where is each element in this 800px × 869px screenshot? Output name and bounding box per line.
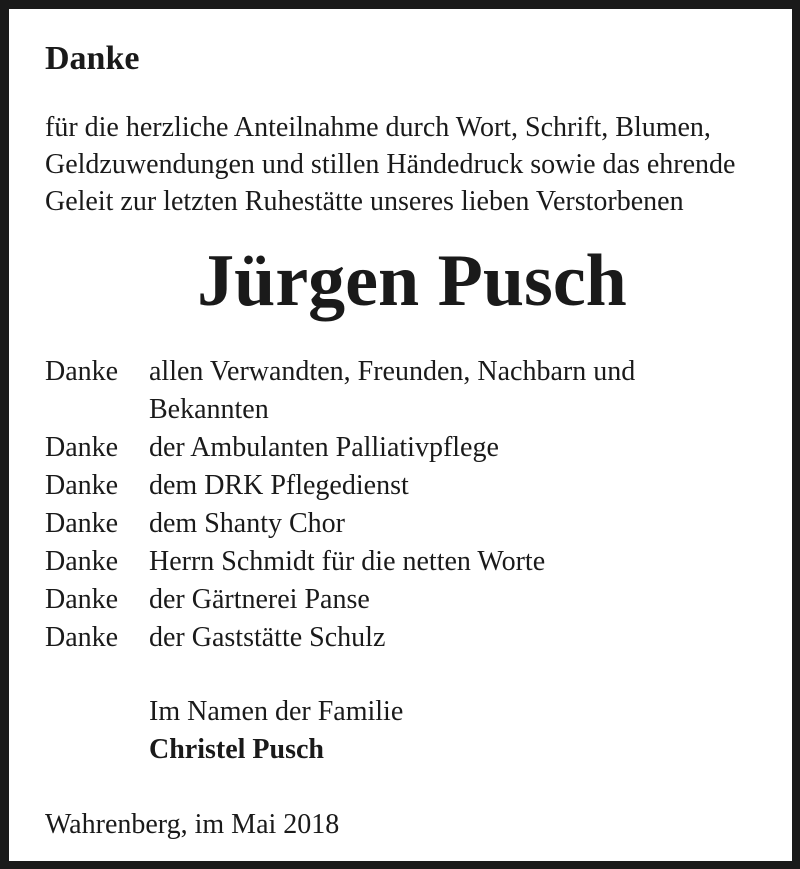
intro-paragraph (45, 109, 735, 220)
thanks-item (45, 619, 709, 657)
thanks-text (149, 353, 709, 429)
thanks-text-line: Herrn Schmidt für die netten Worte (149, 546, 546, 577)
on-behalf-text: Im Namen der Familie (149, 696, 404, 727)
thanks-text-line: der Ambulanten Palliativpflege (149, 432, 499, 463)
thanks-item (45, 467, 709, 505)
thanks-word: Danke (45, 356, 119, 387)
thanks-text-line: der Gaststätte Schulz (149, 622, 386, 653)
intro-line: für die herzliche Anteilnahme durch Wort, Schrift, Blumen, (45, 112, 711, 143)
intro-line: Geleit zur letzten Ruhestätte unseres lieben Verstorbenen (45, 186, 684, 217)
signer-name: Christel Pusch (149, 734, 324, 765)
thanks-word: Danke (45, 622, 119, 653)
thanks-item (45, 581, 709, 619)
place-date: Wahrenberg, im Mai 2018 (45, 809, 340, 840)
thanks-word: Danke (45, 546, 119, 577)
thanks-text-line: dem Shanty Chor (149, 508, 345, 539)
thanks-item (45, 353, 709, 429)
intro-line: Geldzuwendungen und stillen Händedruck sowie das ehrende (45, 149, 736, 180)
thanks-word: Danke (45, 432, 119, 463)
thanks-list (45, 353, 709, 657)
notice-heading: Danke (45, 40, 140, 77)
thanks-text-line: allen Verwandten, Freunden, Nachbarn und (149, 356, 636, 387)
thanks-item (45, 505, 709, 543)
thanks-word: Danke (45, 470, 119, 501)
thanks-word: Danke (45, 584, 119, 615)
thanks-item (45, 543, 709, 581)
thanks-text-line: dem DRK Pflegedienst (149, 470, 409, 501)
thanks-item (45, 429, 709, 467)
deceased-name: Jürgen Pusch (197, 240, 627, 322)
thanks-word: Danke (45, 508, 119, 539)
signature-block (149, 693, 403, 769)
thanks-text-line: Bekannten (149, 394, 269, 425)
thanks-text-line: der Gärtnerei Panse (149, 584, 370, 615)
